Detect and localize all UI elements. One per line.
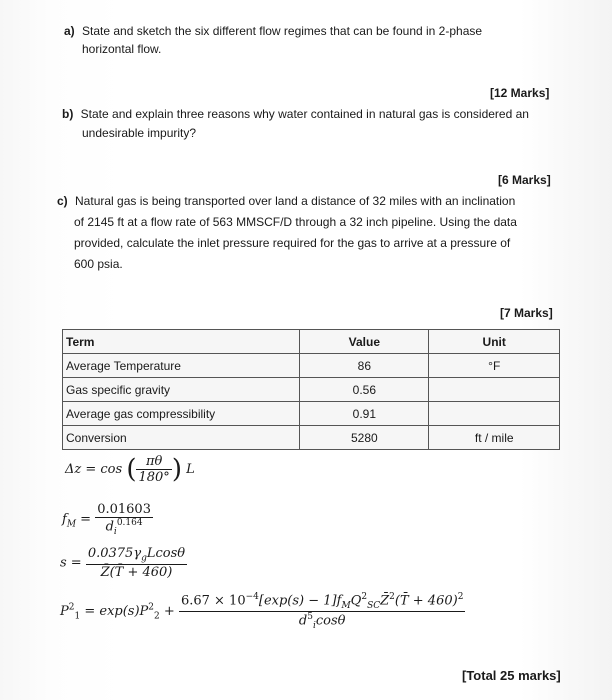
- table-header-value: Value: [300, 330, 429, 354]
- eq-s-num: 0.0375γ: [87, 546, 142, 561]
- table-cell-unit: ft / mile: [429, 426, 560, 450]
- eq-p-den-sub: i: [312, 620, 316, 631]
- eq-dz-fraction: [136, 454, 171, 485]
- table-cell-unit: [429, 378, 560, 402]
- eq-p-num-mid: [exp(s) − 1]f: [258, 593, 342, 609]
- question-c-text-line4: 600 psia.: [74, 257, 123, 271]
- table-row: [63, 402, 560, 426]
- question-b-label: b): [62, 107, 74, 121]
- eq-dz-numerator: πθ: [136, 454, 171, 470]
- table-row: [63, 354, 560, 378]
- eq-p-num-z: Z̄: [380, 593, 390, 609]
- table-header-term: Term: [63, 330, 300, 354]
- eq-p-num-exp: −4: [245, 592, 259, 602]
- question-c-text-line1: Natural gas is being transported over land a distance of 32 miles with an inclination: [75, 194, 516, 208]
- eq-p-num-q: Q: [350, 593, 362, 609]
- table-cell-value: 0.91: [300, 402, 429, 426]
- eq-s-lhs: s =: [60, 555, 82, 571]
- table-cell-term: Conversion: [63, 426, 300, 450]
- table-row: [63, 378, 560, 402]
- table-row: [63, 426, 560, 450]
- table-cell-term: Gas specific gravity: [63, 378, 300, 402]
- eq-p-rhs-first: = exp(s)P: [84, 603, 149, 619]
- eq-p-num-sub-m: M: [341, 600, 351, 611]
- question-a-text-line1: State and sketch the six different flow regimes that can be found in 2-phase: [82, 24, 483, 38]
- table-header-unit: Unit: [429, 330, 560, 354]
- question-c: [57, 191, 515, 211]
- eq-fm-den-base: d: [105, 519, 114, 535]
- question-c-text-line3: provided, calculate the inlet pressure required for the gas to arrive at a pressure of: [74, 236, 511, 250]
- eq-p-num-t: (T̄ + 460): [394, 593, 458, 609]
- equation-delta-z: Δz = cos ( $\frac{\pi\theta}{180^\circ}$ ) L: [65, 454, 195, 485]
- eq-p-den-sup: 5: [307, 611, 313, 622]
- question-b-text-line2: undesirable impurity?: [82, 126, 197, 140]
- question-c-text-line2: of 2145 ft at a flow rate of 563 MMSCF/D through a 32 inch pipeline. Using the data: [74, 215, 517, 229]
- table-cell-term: Average gas compressibility: [63, 402, 300, 426]
- data-table: [62, 329, 560, 450]
- eq-fm-den-sup: 0.164: [116, 518, 143, 528]
- table-cell-term: Average Temperature: [63, 354, 300, 378]
- question-b: [62, 104, 529, 124]
- eq-dz-tail: L: [186, 462, 195, 477]
- eq-fm-numerator: 0.01603: [97, 502, 151, 517]
- table-cell-value: 86: [300, 354, 429, 378]
- table-cell-unit: [429, 402, 560, 426]
- eq-p-lhs: P: [60, 603, 69, 619]
- question-a-marks: [12 Marks]: [490, 86, 550, 100]
- eq-p-fraction: $\frac{6.67 \times 10^{-4}[\exp(s) - 1]f_MQ^2_{SC}Z̄^2(T̄ + 460)^2}{d^5_i\cos\theta}$: [180, 592, 464, 631]
- eq-p-den-tail: cosθ: [315, 613, 346, 629]
- eq-s-denominator: Z̄(T̄ + 460): [100, 564, 173, 580]
- question-c-label: c): [57, 194, 68, 208]
- eq-s-fraction: [86, 546, 187, 580]
- question-a: [64, 21, 482, 41]
- question-b-marks: [6 Marks]: [498, 173, 551, 187]
- table-cell-unit: °F: [429, 354, 560, 378]
- eq-dz-denominator: 180°: [138, 470, 170, 485]
- eq-s-num-tail: Lcosθ: [146, 546, 186, 561]
- question-c-marks: [7 Marks]: [500, 306, 553, 320]
- equation-s: [60, 546, 187, 580]
- table-cell-value: 0.56: [300, 378, 429, 402]
- total-marks: [Total 25 marks]: [462, 668, 561, 683]
- eq-s-num-sub: g: [141, 553, 147, 564]
- question-a-label: a): [64, 24, 75, 38]
- eq-p-den: d: [298, 613, 308, 629]
- eq-fm-fraction: [95, 502, 153, 537]
- question-b-text-line1: State and explain three reasons why water contained in natural gas is considered an: [80, 107, 529, 121]
- table-cell-value: 5280: [300, 426, 429, 450]
- question-a-text-line2: horizontal flow.: [82, 42, 162, 56]
- equation-friction-factor: $f_M$ = $\frac{0.01603}{d_i^{0.164}}$: [62, 502, 151, 537]
- eq-p-num: 6.67 × 10: [180, 593, 246, 609]
- eq-fm-den-sub: i: [113, 526, 117, 537]
- eq-dz-lhs: Δz = cos: [65, 462, 123, 477]
- eq-fm-lhs-sub: M: [66, 519, 77, 530]
- table-header-row: [63, 330, 560, 354]
- equation-inlet-pressure: $P^2_1 = \exp(s)P^2_2$ + $\frac{6.67 \times 10^{-4}[\exp(s) - 1]f_MQ^2_{SC}Z̄^2(T̄ + 460)^2}{d^5_i\cos\theta}$: [60, 592, 464, 631]
- eq-fm-lhs: f: [62, 511, 67, 527]
- eq-p-num-sub-sc: SC: [367, 600, 381, 611]
